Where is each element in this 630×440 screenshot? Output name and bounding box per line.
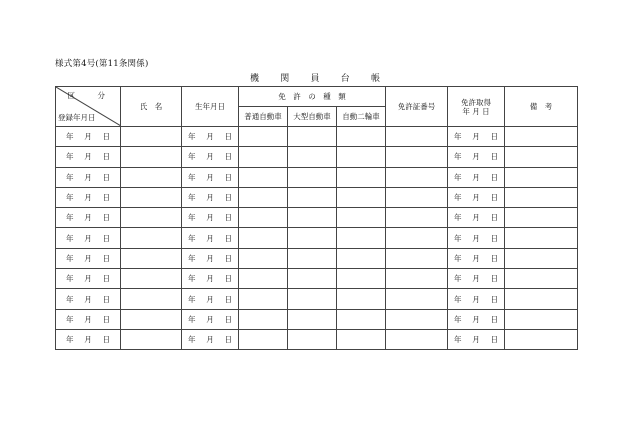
date-placeholder bbox=[454, 151, 498, 162]
remarks-cell[interactable] bbox=[505, 248, 578, 268]
date-char: 日 bbox=[102, 213, 110, 223]
license-standard-cell[interactable] bbox=[239, 269, 288, 289]
date-placeholder bbox=[66, 334, 110, 345]
date-char: 日 bbox=[490, 172, 498, 182]
date-char: 月 bbox=[206, 294, 214, 304]
acquisition-date-cell bbox=[448, 147, 505, 167]
license-standard-cell[interactable] bbox=[239, 329, 288, 349]
license-standard-cell[interactable] bbox=[239, 147, 288, 167]
date-char: 年 bbox=[66, 193, 74, 203]
license-motorcycle-cell[interactable] bbox=[337, 167, 386, 187]
date-char: 日 bbox=[490, 314, 498, 324]
form-number: 様式第4号(第11条関係) bbox=[55, 59, 149, 69]
date-char: 日 bbox=[102, 314, 110, 324]
date-char: 月 bbox=[206, 132, 214, 142]
date-char: 年 bbox=[66, 274, 74, 284]
license-motorcycle-cell[interactable] bbox=[337, 208, 386, 228]
birth-date-cell bbox=[182, 248, 239, 268]
date-placeholder bbox=[454, 334, 498, 345]
header-row-1 bbox=[56, 87, 578, 107]
birth-date-cell bbox=[182, 147, 239, 167]
date-char: 日 bbox=[490, 152, 498, 162]
license-number-cell[interactable] bbox=[386, 147, 448, 167]
date-char: 日 bbox=[224, 274, 232, 284]
license-number-cell[interactable] bbox=[386, 329, 448, 349]
date-placeholder bbox=[66, 192, 110, 203]
license-number-cell[interactable] bbox=[386, 187, 448, 207]
license-standard-cell[interactable] bbox=[239, 248, 288, 268]
license-large-cell[interactable] bbox=[288, 228, 337, 248]
table-row bbox=[56, 147, 578, 167]
remarks-cell[interactable] bbox=[505, 147, 578, 167]
date-char: 年 bbox=[454, 294, 462, 304]
title-char: 員 bbox=[310, 74, 320, 84]
name-cell[interactable] bbox=[121, 248, 182, 268]
date-char: 年 bbox=[188, 233, 196, 243]
date-placeholder bbox=[454, 212, 498, 223]
date-char: 日 bbox=[490, 253, 498, 263]
registration-date-cell bbox=[56, 228, 121, 248]
title-char: 関 bbox=[280, 74, 290, 84]
birth-date-cell bbox=[182, 208, 239, 228]
date-char: 年 bbox=[188, 274, 196, 284]
license-large-cell[interactable] bbox=[288, 208, 337, 228]
date-placeholder bbox=[66, 172, 110, 183]
date-char: 月 bbox=[84, 335, 92, 345]
date-char: 年 bbox=[188, 294, 196, 304]
license-number-cell[interactable] bbox=[386, 127, 448, 147]
date-placeholder bbox=[188, 151, 232, 162]
date-char: 年 bbox=[454, 132, 462, 142]
date-placeholder bbox=[66, 131, 110, 142]
date-char: 月 bbox=[206, 213, 214, 223]
birth-date-cell bbox=[182, 228, 239, 248]
date-placeholder bbox=[454, 294, 498, 305]
date-char: 月 bbox=[472, 193, 480, 203]
date-char: 月 bbox=[84, 253, 92, 263]
registration-date-cell bbox=[56, 187, 121, 207]
license-number-cell[interactable] bbox=[386, 269, 448, 289]
date-char: 日 bbox=[224, 314, 232, 324]
birth-date-cell bbox=[182, 167, 239, 187]
date-char: 日 bbox=[224, 253, 232, 263]
date-char: 月 bbox=[206, 335, 214, 345]
license-motorcycle-cell[interactable] bbox=[337, 269, 386, 289]
date-placeholder bbox=[66, 212, 110, 223]
date-char: 年 bbox=[66, 314, 74, 324]
license-standard-cell[interactable] bbox=[239, 309, 288, 329]
date-char: 月 bbox=[84, 193, 92, 203]
date-char: 日 bbox=[490, 233, 498, 243]
birth-date-cell bbox=[182, 187, 239, 207]
date-char: 月 bbox=[84, 294, 92, 304]
date-char: 年 bbox=[188, 335, 196, 345]
remarks-cell[interactable] bbox=[505, 289, 578, 309]
date-placeholder bbox=[66, 151, 110, 162]
license-number-header: 免許証番号 bbox=[386, 87, 448, 127]
license-number-cell[interactable] bbox=[386, 228, 448, 248]
date-char: 月 bbox=[206, 193, 214, 203]
birth-date-cell bbox=[182, 329, 239, 349]
date-placeholder bbox=[188, 314, 232, 325]
registration-date-cell bbox=[56, 147, 121, 167]
date-char: 月 bbox=[84, 314, 92, 324]
date-char: 年 bbox=[454, 213, 462, 223]
date-char: 月 bbox=[84, 152, 92, 162]
license-large-cell[interactable] bbox=[288, 147, 337, 167]
date-placeholder bbox=[188, 172, 232, 183]
license-motorcycle-cell[interactable] bbox=[337, 127, 386, 147]
license-large-cell[interactable] bbox=[288, 289, 337, 309]
date-char: 日 bbox=[490, 335, 498, 345]
registration-date-cell bbox=[56, 269, 121, 289]
license-large-cell[interactable] bbox=[288, 167, 337, 187]
date-placeholder bbox=[454, 192, 498, 203]
date-placeholder bbox=[66, 233, 110, 244]
date-char: 日 bbox=[102, 152, 110, 162]
acquisition-date-cell bbox=[448, 309, 505, 329]
table-row bbox=[56, 228, 578, 248]
ledger-table bbox=[55, 86, 578, 350]
registration-date-cell bbox=[56, 309, 121, 329]
registration-date-label: 登録年月日 bbox=[58, 113, 96, 122]
name-cell[interactable] bbox=[121, 147, 182, 167]
date-char: 年 bbox=[66, 132, 74, 142]
date-char: 年 bbox=[188, 132, 196, 142]
kubun-header-cell bbox=[56, 87, 121, 127]
acquisition-date-cell bbox=[448, 167, 505, 187]
date-char: 日 bbox=[224, 213, 232, 223]
remarks-cell[interactable] bbox=[505, 269, 578, 289]
license-number-cell[interactable] bbox=[386, 208, 448, 228]
date-char: 月 bbox=[84, 233, 92, 243]
license-large-cell[interactable] bbox=[288, 329, 337, 349]
acquisition-date-cell bbox=[448, 329, 505, 349]
license-type-motorcycle: 自動二輪車 bbox=[337, 107, 386, 127]
acquisition-date-cell bbox=[448, 269, 505, 289]
license-number-cell[interactable] bbox=[386, 248, 448, 268]
registration-date-cell bbox=[56, 167, 121, 187]
birth-date-cell bbox=[182, 289, 239, 309]
name-cell[interactable] bbox=[121, 228, 182, 248]
date-char: 年 bbox=[454, 314, 462, 324]
date-char: 年 bbox=[66, 294, 74, 304]
table-row bbox=[56, 187, 578, 207]
date-placeholder bbox=[66, 314, 110, 325]
date-char: 日 bbox=[102, 132, 110, 142]
license-standard-cell[interactable] bbox=[239, 289, 288, 309]
remarks-cell[interactable] bbox=[505, 329, 578, 349]
registration-date-cell bbox=[56, 208, 121, 228]
date-char: 月 bbox=[472, 233, 480, 243]
date-char: 日 bbox=[102, 193, 110, 203]
acquisition-date-cell bbox=[448, 248, 505, 268]
date-char: 日 bbox=[102, 253, 110, 263]
date-placeholder bbox=[188, 192, 232, 203]
date-char: 日 bbox=[490, 132, 498, 142]
date-char: 年 bbox=[454, 172, 462, 182]
registration-date-cell bbox=[56, 248, 121, 268]
date-char: 年 bbox=[66, 233, 74, 243]
license-standard-cell[interactable] bbox=[239, 167, 288, 187]
date-placeholder bbox=[454, 233, 498, 244]
license-large-cell[interactable] bbox=[288, 127, 337, 147]
date-char: 月 bbox=[472, 335, 480, 345]
date-char: 日 bbox=[224, 193, 232, 203]
license-motorcycle-cell[interactable] bbox=[337, 228, 386, 248]
date-char: 年 bbox=[454, 152, 462, 162]
registration-date-cell bbox=[56, 329, 121, 349]
date-char: 年 bbox=[66, 172, 74, 182]
date-char: 日 bbox=[102, 274, 110, 284]
acquisition-date-cell bbox=[448, 127, 505, 147]
table-row bbox=[56, 167, 578, 187]
name-cell[interactable] bbox=[121, 167, 182, 187]
table-row bbox=[56, 289, 578, 309]
date-placeholder bbox=[454, 253, 498, 264]
date-char: 月 bbox=[472, 314, 480, 324]
birth-date-header: 生年月日 bbox=[182, 87, 239, 127]
license-motorcycle-cell[interactable] bbox=[337, 147, 386, 167]
registration-date-cell bbox=[56, 289, 121, 309]
date-placeholder bbox=[188, 334, 232, 345]
license-type-large: 大型自動車 bbox=[288, 107, 337, 127]
date-char: 日 bbox=[224, 294, 232, 304]
title-char: 台 bbox=[340, 74, 350, 84]
date-char: 月 bbox=[472, 172, 480, 182]
date-char: 年 bbox=[66, 253, 74, 263]
table-row bbox=[56, 208, 578, 228]
table-row bbox=[56, 329, 578, 349]
table-row bbox=[56, 248, 578, 268]
date-char: 月 bbox=[472, 152, 480, 162]
date-char: 日 bbox=[490, 213, 498, 223]
acquisition-line-2: 年 月 日 bbox=[462, 106, 490, 116]
acquisition-date-cell bbox=[448, 228, 505, 248]
acquisition-date-header bbox=[448, 87, 505, 127]
date-char: 日 bbox=[102, 335, 110, 345]
date-char: 日 bbox=[490, 294, 498, 304]
date-char: 日 bbox=[102, 233, 110, 243]
title-char: 帳 bbox=[370, 74, 380, 84]
name-cell[interactable] bbox=[121, 289, 182, 309]
license-standard-cell[interactable] bbox=[239, 208, 288, 228]
remarks-cell[interactable] bbox=[505, 127, 578, 147]
license-motorcycle-cell[interactable] bbox=[337, 289, 386, 309]
date-char: 年 bbox=[454, 233, 462, 243]
date-char: 日 bbox=[224, 152, 232, 162]
acquisition-line-1: 免許取得 bbox=[461, 97, 491, 107]
birth-date-cell bbox=[182, 269, 239, 289]
license-motorcycle-cell[interactable] bbox=[337, 309, 386, 329]
date-placeholder bbox=[66, 273, 110, 284]
table-row bbox=[56, 309, 578, 329]
date-char: 年 bbox=[188, 253, 196, 263]
name-cell[interactable] bbox=[121, 187, 182, 207]
date-char: 年 bbox=[66, 213, 74, 223]
date-char: 月 bbox=[206, 314, 214, 324]
date-char: 日 bbox=[490, 193, 498, 203]
name-cell[interactable] bbox=[121, 269, 182, 289]
license-number-cell[interactable] bbox=[386, 309, 448, 329]
table-row bbox=[56, 127, 578, 147]
name-cell[interactable] bbox=[121, 309, 182, 329]
date-char: 月 bbox=[472, 132, 480, 142]
name-header: 氏 名 bbox=[121, 87, 182, 127]
acquisition-date-cell bbox=[448, 208, 505, 228]
title-char: 機 bbox=[250, 74, 260, 84]
birth-date-cell bbox=[182, 127, 239, 147]
license-standard-cell[interactable] bbox=[239, 228, 288, 248]
date-placeholder bbox=[188, 294, 232, 305]
date-char: 年 bbox=[188, 152, 196, 162]
remarks-cell[interactable] bbox=[505, 187, 578, 207]
date-char: 年 bbox=[454, 193, 462, 203]
date-char: 年 bbox=[66, 335, 74, 345]
license-large-cell[interactable] bbox=[288, 187, 337, 207]
date-placeholder bbox=[454, 273, 498, 284]
date-char: 月 bbox=[206, 253, 214, 263]
remarks-cell[interactable] bbox=[505, 208, 578, 228]
date-char: 日 bbox=[224, 172, 232, 182]
date-placeholder bbox=[188, 212, 232, 223]
license-type-header: 免 許 の 種 類 bbox=[239, 87, 386, 107]
remarks-header: 備 考 bbox=[505, 87, 578, 127]
date-placeholder bbox=[66, 253, 110, 264]
date-char: 日 bbox=[224, 233, 232, 243]
acquisition-date-cell bbox=[448, 289, 505, 309]
license-large-cell[interactable] bbox=[288, 309, 337, 329]
date-char: 月 bbox=[84, 172, 92, 182]
date-char: 日 bbox=[102, 172, 110, 182]
date-char: 日 bbox=[102, 294, 110, 304]
date-char: 月 bbox=[206, 274, 214, 284]
date-char: 月 bbox=[472, 213, 480, 223]
registration-date-cell bbox=[56, 127, 121, 147]
date-placeholder bbox=[188, 253, 232, 264]
date-char: 日 bbox=[224, 132, 232, 142]
license-standard-cell[interactable] bbox=[239, 187, 288, 207]
date-char: 月 bbox=[84, 132, 92, 142]
date-char: 月 bbox=[472, 274, 480, 284]
date-char: 年 bbox=[454, 274, 462, 284]
date-char: 日 bbox=[490, 274, 498, 284]
license-number-cell[interactable] bbox=[386, 167, 448, 187]
license-motorcycle-cell[interactable] bbox=[337, 187, 386, 207]
date-char: 月 bbox=[206, 172, 214, 182]
date-char: 年 bbox=[454, 335, 462, 345]
date-char: 月 bbox=[206, 233, 214, 243]
date-placeholder bbox=[454, 172, 498, 183]
name-cell[interactable] bbox=[121, 329, 182, 349]
date-char: 月 bbox=[84, 274, 92, 284]
date-char: 年 bbox=[66, 152, 74, 162]
table-row bbox=[56, 269, 578, 289]
document-title bbox=[250, 71, 380, 84]
date-char: 年 bbox=[454, 253, 462, 263]
date-placeholder bbox=[66, 294, 110, 305]
date-char: 月 bbox=[472, 253, 480, 263]
date-char: 年 bbox=[188, 193, 196, 203]
date-char: 年 bbox=[188, 213, 196, 223]
date-placeholder bbox=[454, 131, 498, 142]
license-motorcycle-cell[interactable] bbox=[337, 329, 386, 349]
name-cell[interactable] bbox=[121, 127, 182, 147]
remarks-cell[interactable] bbox=[505, 167, 578, 187]
name-cell[interactable] bbox=[121, 208, 182, 228]
birth-date-cell bbox=[182, 309, 239, 329]
date-char: 年 bbox=[188, 172, 196, 182]
license-large-cell[interactable] bbox=[288, 248, 337, 268]
license-type-standard: 普通自動車 bbox=[239, 107, 288, 127]
license-standard-cell[interactable] bbox=[239, 127, 288, 147]
date-placeholder bbox=[454, 314, 498, 325]
date-placeholder bbox=[188, 273, 232, 284]
date-char: 年 bbox=[188, 314, 196, 324]
date-char: 日 bbox=[224, 335, 232, 345]
license-large-cell[interactable] bbox=[288, 269, 337, 289]
remarks-cell[interactable] bbox=[505, 228, 578, 248]
date-char: 月 bbox=[206, 152, 214, 162]
date-placeholder bbox=[188, 131, 232, 142]
date-char: 月 bbox=[84, 213, 92, 223]
license-number-cell[interactable] bbox=[386, 289, 448, 309]
remarks-cell[interactable] bbox=[505, 309, 578, 329]
date-char: 月 bbox=[472, 294, 480, 304]
date-placeholder bbox=[188, 233, 232, 244]
acquisition-date-cell bbox=[448, 187, 505, 207]
license-motorcycle-cell[interactable] bbox=[337, 248, 386, 268]
kubun-label: 区 分 bbox=[67, 91, 115, 100]
